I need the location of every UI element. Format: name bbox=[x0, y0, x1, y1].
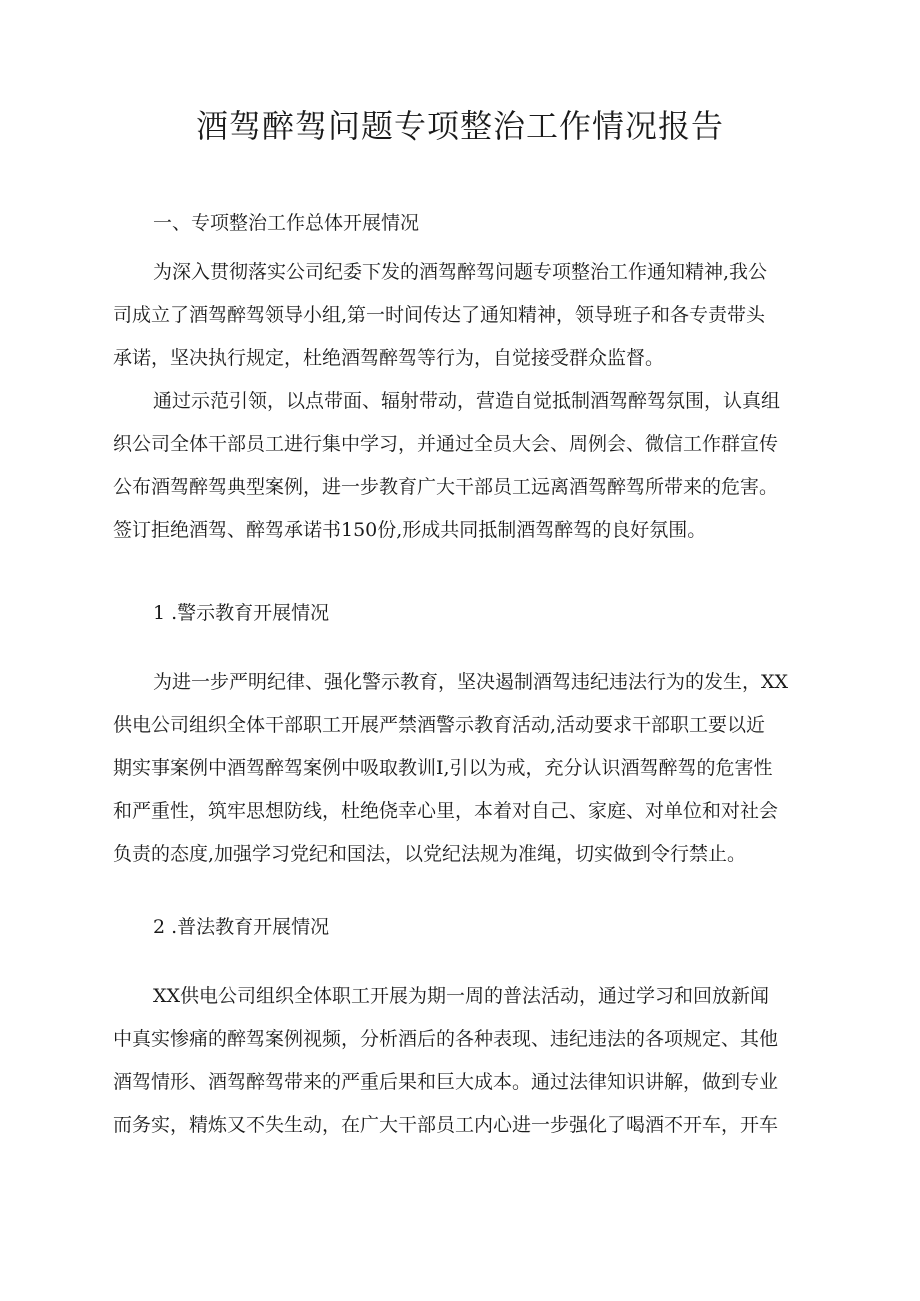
paragraph-line: 中真实惨痛的醉驾案例视频，分析酒后的各种表现、违纪违法的各项规定、其他 bbox=[113, 1028, 779, 1050]
paragraph-line: 司成立了酒驾醉驾领导小组,第一时间传达了通知精神，领导班子和各专责带头 bbox=[113, 304, 766, 326]
paragraph-warning-education bbox=[113, 661, 818, 876]
paragraph-line: 酒驾情形、酒驾醉驾带来的严重后果和巨大成本。通过法律知识讲解，做到专业 bbox=[113, 1071, 779, 1093]
paragraph-line: XX供电公司组织全体职工开展为期一周的普法活动，通过学习和回放新闻 bbox=[153, 985, 770, 1007]
paragraph-line: 和严重性，筑牢思想防线，杜绝侥幸心里，本着对自己、家庭、对单位和对社会 bbox=[113, 800, 779, 822]
paragraph-line: 供电公司组织全体干部职工开展严禁酒警示教育活动,活动要求干部职工要以近 bbox=[113, 714, 766, 736]
paragraph-line: 期实事案例中酒驾醉驾案例中吸取教训I,引以为戒，充分认识酒驾醉驾的危害性 bbox=[113, 757, 773, 779]
paragraph-law-education bbox=[113, 975, 818, 1147]
paragraph-line: 公布酒驾醉驾典型案例，进一步教育广大干部员工远离酒驾醉驾所带来的危害。 bbox=[113, 476, 779, 498]
paragraph-line: 为进一步严明纪律、强化警示教育，坚决遏制酒驾违纪违法行为的发生，XX bbox=[153, 671, 789, 693]
subheading-warning-education: 1 .警示教育开展情况 bbox=[153, 602, 330, 624]
paragraph-overview bbox=[113, 251, 818, 380]
document-title: 酒驾醉驾问题专项整治工作情况报告 bbox=[195, 107, 724, 145]
paragraph-demonstration bbox=[113, 380, 818, 552]
section-heading-overall: 一、专项整治工作总体开展情况 bbox=[153, 212, 420, 234]
paragraph-line: 通过示范引领，以点带面、辐射带动，营造自觉抵制酒驾醉驾氛围，认真组 bbox=[153, 390, 781, 412]
paragraph-line: 为深入贯彻落实公司纪委下发的酒驾醉驾问题专项整治工作通知精神,我公 bbox=[153, 261, 768, 283]
paragraph-line: 负责的态度,加强学习党纪和国法，以党纪法规为准绳，切实做到令行禁止。 bbox=[113, 843, 747, 865]
paragraph-line: 而务实，精炼又不失生动，在广大干部员工内心进一步强化了喝酒不开车，开车 bbox=[113, 1114, 779, 1136]
subheading-law-education: 2 .普法教育开展情况 bbox=[153, 916, 330, 938]
paragraph-line: 织公司全体干部员工进行集中学习，并通过全员大会、周例会、微信工作群宣传 bbox=[113, 433, 779, 455]
paragraph-line: 承诺，坚决执行规定，杜绝酒驾醉驾等行为，自觉接受群众监督。 bbox=[113, 347, 665, 369]
paragraph-line: 签订拒绝酒驾、醉驾承诺书150份,形成共同抵制酒驾醉驾的良好氛围。 bbox=[113, 519, 707, 541]
